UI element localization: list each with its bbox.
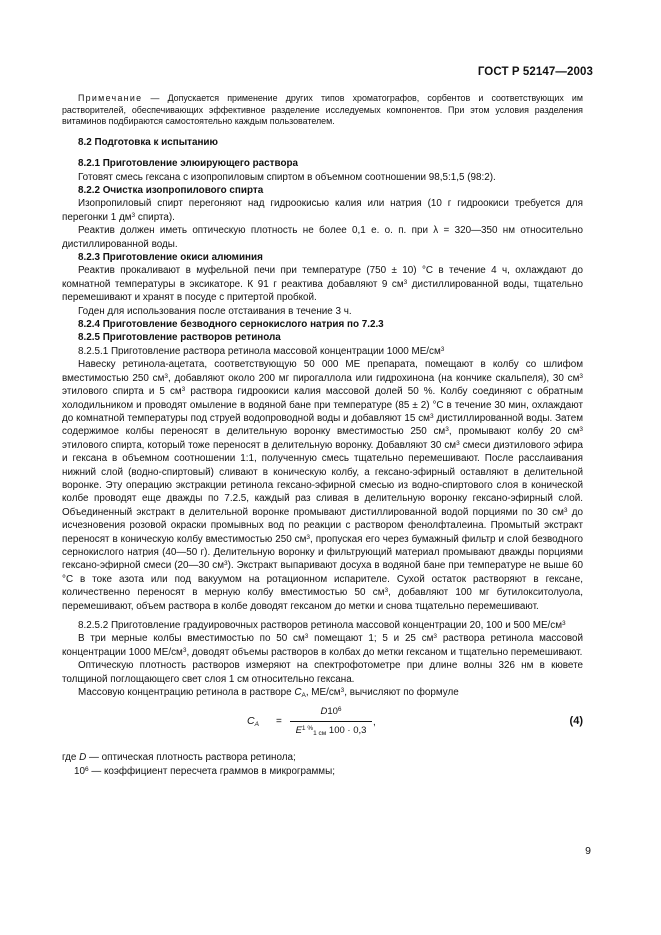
formula-equals: = <box>276 716 282 728</box>
formula-lhs: $С_А$ <box>247 715 259 729</box>
paragraph-8-2-1: Готовят смесь гексана с изопропиловым спиртом в объемном соотношении 98,5:1,5 (98:2). <box>78 171 496 183</box>
paragraph-8-2-5-1: Навеску ретинола-ацетата, соответствующую 50 000 МЕ препарата, помещают в колбу со шлифом вместимостью 250 $см^3$, добавляют около 200 мг пирогаллола или гидрохинона (на кончике скальпеля), 30 $см^3$ этилового спирта и 5 $см^3$ раствора гидроокиси калия массовой долей 50 %. Колбу соединяют с обратным холодильником и проводят омыление в водяной бане при температуре (85 ± 2) °С в течение 30 мин, охлаждают до комнатной температуры под струей водопроводной воды и добавляют 15 $см^3$ дистиллированной воды. Затем содержимое колбы переносят в делительную воронку вместимостью 250 $см^3$, промывают колбу 20 $см^3$ этилового спирта, который тоже переносят в делительную воронку. Добавляют 30 $см^3$ смеси диэтилового эфира и гексана в объемном соотношении 1:1, полученную смесь тщательно перемешивают. После расслаивания нижний слой (водно-спиртовый) сливают в коническую колбу, а гексано-эфирный оставляют в делительной воронке. Эту операцию экстракции ретинола гексано-эфирной смесью из водно-спиртового слоя в конической колбе проводят еще дважды по 7.2.5, каждый раз сливая в делительную воронку гексано-эфирный слой. Объединенный экстракт в делительной воронке промывают дистиллированной водой порциями по 30 $см^3$ до исчезновения розовой окраски промывных вод по реакции с раствором фенолфталеина. Промытый экстракт переносят в коническую колбу вместимостью 250 $см^3$, пропуская его через бумажный фильтр и слой безводного сернокислого натрия (40—50 г). Делительную воронку и фильтрующий материал промывают дважды порциями гексано-эфирной смеси (20—30 $см^3$). Экстракт выпаривают досуха в водяной бане при температуре не выше 60 °С в токе азота или под вакуумом на ротационном испарителе. Сухой остаток растворяют в гексане, количественно переносят в мерную колбу вместимостью 50 $см^3$, добавляют 100 мг бутилокситолуола, перемешивают, объем раствора в колбе доводят гексаном до метки и снова тщательно перемешивают. <box>62 359 584 612</box>
section-heading-8-2-5: 8.2.5 Приготовление растворов ретинола <box>78 332 281 344</box>
paragraph-8-2-2-a: Изопропиловый спирт перегоняют над гидроокисью калия или натрия (10 г гидроокиси требуется для перегонки 1 $дм^3$ спирта). <box>62 198 583 223</box>
section-heading-8-2-1: 8.2.1 Приготовление элюирующего раствора <box>78 158 299 170</box>
section-heading-8-2-3: 8.2.3 Приготовление окиси алюминия <box>78 252 263 264</box>
paragraph-8-2-3-b: Годен для использования после отстаивания в течение 3 ч. <box>78 305 352 317</box>
paragraph-8-2-2-b: Реактив должен иметь оптическую плотность не более 0,1 е. о. п. при λ = 320—350 нм относительно дистиллированной воды. <box>62 225 583 250</box>
paragraph-8-2-5-2-b: Оптическую плотность растворов измеряют на спектрофотометре при длине волны 326 нм в кювете толщиной поглощающего свет слоя 1 см относительно гексана. <box>62 660 583 685</box>
subsection-title-8-2-5-2: 8.2.5.2 Приготовление градуировочных растворов ретинола массовой концентрации 20, 100 и 500 $МЕ/см^3$ <box>78 620 566 631</box>
subsection-title-8-2-5-1: 8.2.5.1 Приготовление раствора ретинола массовой концентрации 1000 $МЕ/см^3$ <box>78 345 445 357</box>
standard-id: ГОСТ Р 52147—2003 <box>477 66 593 78</box>
section-heading-8-2-4: 8.2.4 Приготовление безводного сернокислого натрия по 7.2.3 <box>78 319 384 331</box>
paragraph-8-2-5-2-a: В три мерные колбы вместимостью по 50 $см^3$ помещают 1; 5 и 25 $см^3$ раствора ретинола массовой концентрации 1000 $МЕ/см^3$, доводят объемы растворов в колбах до метки гексаном и тщательно перемешивают. <box>62 633 583 658</box>
note-text: — Допускается применение других типов хроматографов, сорбентов и соответствующих им растворителей, обеспечивающих эффективное разделение исследуемых компонентов. При этом условия разделения витаминов подбираются самостоятельно каждым пользователем. <box>62 93 583 127</box>
formula-number: (4) <box>569 715 583 728</box>
formula-numerator: $D10^6$ <box>290 705 372 721</box>
formula-4 <box>62 705 583 745</box>
definition-d: где D — оптическая плотность раствора ретинола; <box>62 752 296 764</box>
page-content <box>62 93 583 778</box>
section-heading-8-2-2: 8.2.2 Очистка изопропилового спирта <box>78 185 264 196</box>
section-heading-8-2: 8.2 Подготовка к испытанию <box>78 136 218 148</box>
note-label: Примечание <box>78 93 143 103</box>
note-paragraph <box>62 93 583 128</box>
definition-10-6: $10^6$ — коэффициент пересчета граммов в микрограммы; <box>74 765 335 777</box>
formula-fraction <box>290 705 372 737</box>
paragraph-8-2-3-a: Реактив прокаливают в муфельной печи при температуре (750 ± 10) °С в течение 4 ч, охлаждают до комнатной температуры в эксикаторе. К 91 г реактива добавляют 9 $см^3$ дистиллированной воды, тщательно перемешивают и хранят в посуде с притертой пробкой. <box>62 265 583 304</box>
formula-comma: , <box>373 717 376 729</box>
paragraph-8-2-5-2-c: Массовую концентрацию ретинола в растворе $С_А$, $МЕ/см^3$, вычисляют по формуле <box>78 687 459 700</box>
page-number: 9 <box>585 845 591 857</box>
formula-denominator: $E^{1 \%}_{1 см}$ 100 · 0,3 <box>295 724 367 737</box>
